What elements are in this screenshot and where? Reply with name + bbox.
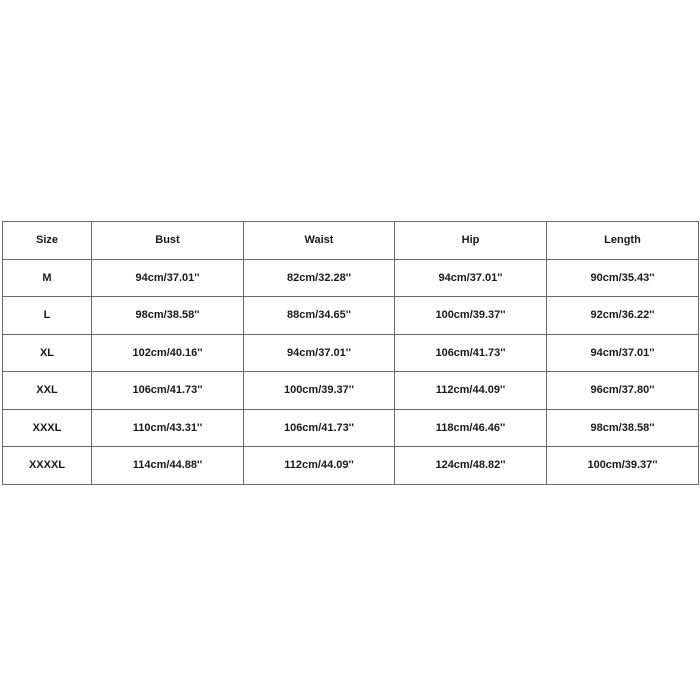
header-hip: Hip <box>395 222 547 260</box>
bust-cell: 114cm/44.88'' <box>92 447 244 485</box>
size-cell: XXXL <box>3 409 92 447</box>
header-length: Length <box>547 222 699 260</box>
length-cell: 100cm/39.37'' <box>547 447 699 485</box>
header-bust: Bust <box>92 222 244 260</box>
table-row <box>3 334 699 372</box>
bust-cell: 110cm/43.31'' <box>92 409 244 447</box>
length-cell: 90cm/35.43'' <box>547 259 699 297</box>
bust-cell: 94cm/37.01'' <box>92 259 244 297</box>
waist-cell: 112cm/44.09'' <box>244 447 395 485</box>
waist-cell: 88cm/34.65'' <box>244 297 395 335</box>
size-cell: L <box>3 297 92 335</box>
header-waist: Waist <box>244 222 395 260</box>
size-cell: M <box>3 259 92 297</box>
length-cell: 96cm/37.80'' <box>547 372 699 410</box>
size-cell: XL <box>3 334 92 372</box>
size-cell: XXL <box>3 372 92 410</box>
waist-cell: 94cm/37.01'' <box>244 334 395 372</box>
table-row <box>3 297 699 335</box>
size-chart-table <box>2 221 699 485</box>
length-cell: 94cm/37.01'' <box>547 334 699 372</box>
table-row <box>3 409 699 447</box>
length-cell: 92cm/36.22'' <box>547 297 699 335</box>
hip-cell: 118cm/46.46'' <box>395 409 547 447</box>
bust-cell: 102cm/40.16'' <box>92 334 244 372</box>
size-cell: XXXXL <box>3 447 92 485</box>
header-row <box>3 222 699 260</box>
hip-cell: 94cm/37.01'' <box>395 259 547 297</box>
length-cell: 98cm/38.58'' <box>547 409 699 447</box>
hip-cell: 124cm/48.82'' <box>395 447 547 485</box>
waist-cell: 100cm/39.37'' <box>244 372 395 410</box>
table-row <box>3 447 699 485</box>
hip-cell: 106cm/41.73'' <box>395 334 547 372</box>
header-size: Size <box>3 222 92 260</box>
hip-cell: 100cm/39.37'' <box>395 297 547 335</box>
waist-cell: 82cm/32.28'' <box>244 259 395 297</box>
hip-cell: 112cm/44.09'' <box>395 372 547 410</box>
bust-cell: 98cm/38.58'' <box>92 297 244 335</box>
table-row <box>3 259 699 297</box>
table-row <box>3 372 699 410</box>
waist-cell: 106cm/41.73'' <box>244 409 395 447</box>
bust-cell: 106cm/41.73'' <box>92 372 244 410</box>
